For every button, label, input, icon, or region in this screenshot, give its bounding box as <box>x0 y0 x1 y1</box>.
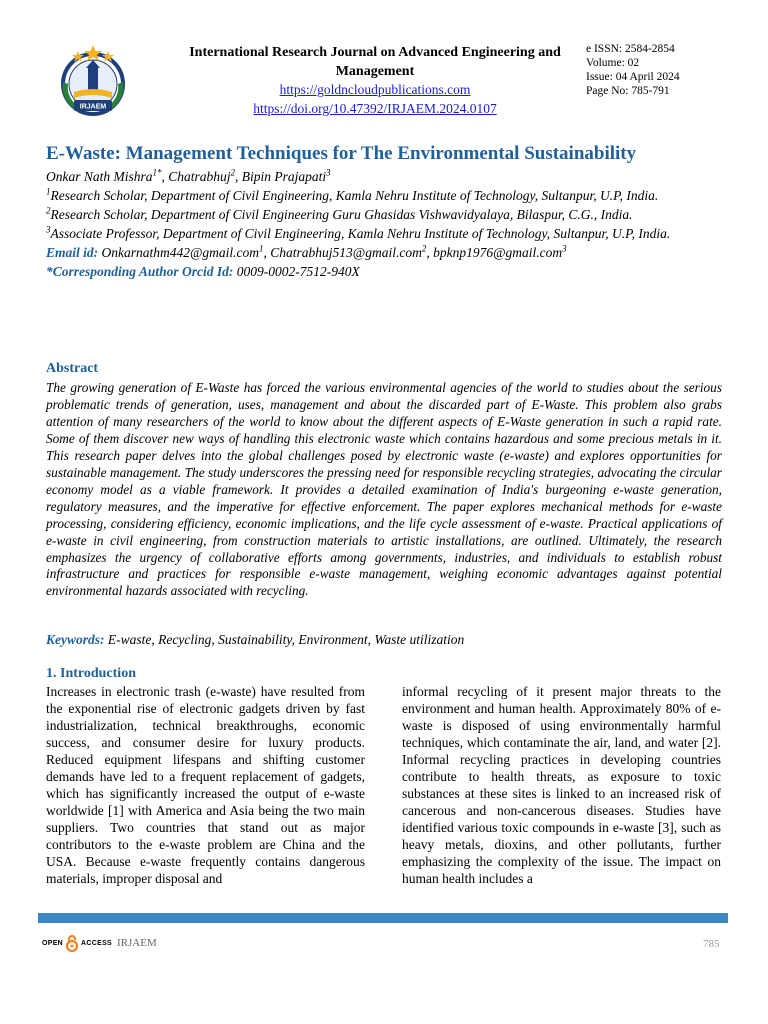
journal-name: International Research Journal on Advanced Engineering and Management <box>189 45 561 79</box>
paper-title: E-Waste: Management Techniques for The Environmental Sustainability <box>46 143 637 164</box>
email-line: Email id: Onkarnathm442@gmail.com$^1$, Chatrabhuj513@gmail.com$^2$, bpknp1976@gmail.com$^3$ <box>46 243 567 260</box>
issn: e ISSN: 2584-2854 <box>586 43 675 55</box>
issue: Issue: 04 April 2024 <box>586 71 680 83</box>
introduction-heading: 1. Introduction <box>46 666 136 681</box>
abstract-heading: Abstract <box>46 361 99 376</box>
abstract-text: The growing generation of E-Waste has forced the various environmental agencies of the world to studies about the serious problematic trends of generation, uses, management and about the discarded part of E-Waste. This problem also grabs attention of many researchers of the world to know about the different aspects of E-Waste generation in such a rapid rate. Some of them discover new ways of handling this electronic waste which contains hazardous and some precious metals in it. This research paper delves into the global challenges posed by electronic waste (e-waste) and explores opportunities for sustainable management. The study underscores the pressing need for responsible recycling strategies, advocating the circular economy model as a viable framework. It provides a detailed examination of India's burgeoning e-waste generation, regulatory measures, and the imperative for effective enforcement. The paper explores mechanical methods for e-waste processing, considering efficiency, economic implications, and the life cycle assessment of e-waste. Practical applications of e-waste in civil engineering, from construction materials to artistic installations, are outlined. Ultimately, the research emphasizes the urgency of collaborative efforts among governments, industries, and individuals to establish robust infrastructure and practices for responsible e-waste management, weighing economic advantages against potential environmental hazards associated with recycling. <box>46 380 722 599</box>
orcid-id: 0009-0002-7512-940X <box>236 264 360 279</box>
orcid-line <box>46 262 722 281</box>
keywords-text: E-waste, Recycling, Sustainability, Environment, Waste utilization <box>107 632 465 647</box>
journal-website-link[interactable]: https://goldncloudpublications.com <box>279 82 471 97</box>
open-access-open: OPEN <box>42 939 64 947</box>
journal-logo <box>50 42 136 124</box>
email-address[interactable]: bpknp1976@gmail.com <box>433 245 563 260</box>
introduction-column-right: informal recycling of it present major threats to the environment and human health. Approximately 80% of e-waste is disposed of using environmentally harmful techniques, which contaminate the air, land, and water [2]. Informal recycling practices in developing countries contribute to health threats, as exposure to toxic substances at these sites is linked to an increased risk of cancerous and non-cancerous diseases. Studies have identified various toxic compounds in e-waste [3], such as heavy metals, dioxins, and other pollutants, further emphasizing the complexity of the issue. The impact on human health includes a <box>402 684 721 886</box>
page-number: 785 <box>703 938 720 950</box>
author-name: Onkar Nath Mishra <box>46 169 153 184</box>
open-access-access: ACCESS <box>81 939 113 947</box>
journal-meta <box>586 42 680 98</box>
author-name: Chatrabhuj <box>168 169 231 184</box>
footer-journal: IRJAEM <box>117 937 157 949</box>
page-range: Page No: 785-791 <box>586 85 670 97</box>
affiliation: $^2$Research Scholar, Department of Civil Engineering Guru Ghasidas Vishwavidyalaya, Bilaspur, C.G., India. <box>46 205 633 222</box>
email-address[interactable]: Onkarnathm442@gmail.com <box>101 245 260 260</box>
orcid-label: *Corresponding Author Orcid Id: <box>46 264 234 279</box>
open-lock-icon <box>65 934 79 952</box>
author-block <box>46 167 722 281</box>
affiliation: $^1$Research Scholar, Department of Civil Engineering, Kamla Nehru Institute of Technology, Sultanpur, U.P, India. <box>46 186 659 203</box>
footer-bar <box>38 913 728 923</box>
email-address[interactable]: Chatrabhuj513@gmail.com <box>270 245 422 260</box>
volume: Volume: 02 <box>586 57 640 69</box>
keywords-label: Keywords: <box>46 632 105 647</box>
doi-link[interactable]: https://doi.org/10.47392/IRJAEM.2024.0107 <box>253 101 497 116</box>
affiliation: $^3$Associate Professor, Department of Civil Engineering, Kamla Nehru Institute of Technology, Sultanpur, U.P, India. <box>46 224 671 241</box>
keywords-line <box>46 632 722 648</box>
open-access-logo <box>42 934 112 952</box>
logo-text: IRJAEM <box>79 103 107 111</box>
introduction-column-left: Increases in electronic trash (e-waste) have resulted from the exponential rise of electronic gadgets driven by fast industrialization, technical breakthroughs, economic success, and consumer desire for luxury products. Reduced equipment lifespans and shifting customer demands have led to a frequent replacement of gadgets, which has significantly increased the output of e-waste worldwide [1] with America and Asia being the two main suppliers. Two countries that stand out as major contributors to the e-waste problem are China and the USA. Because e-waste frequently contains dangerous materials, improper disposal and <box>46 684 365 886</box>
author-list: Onkar Nath Mishra$^{1*}$, Chatrabhuj$^2$, Bipin Prajapati$^3$ <box>46 167 331 184</box>
email-label: Email id: <box>46 245 99 260</box>
author-name: Bipin Prajapati <box>241 169 327 184</box>
